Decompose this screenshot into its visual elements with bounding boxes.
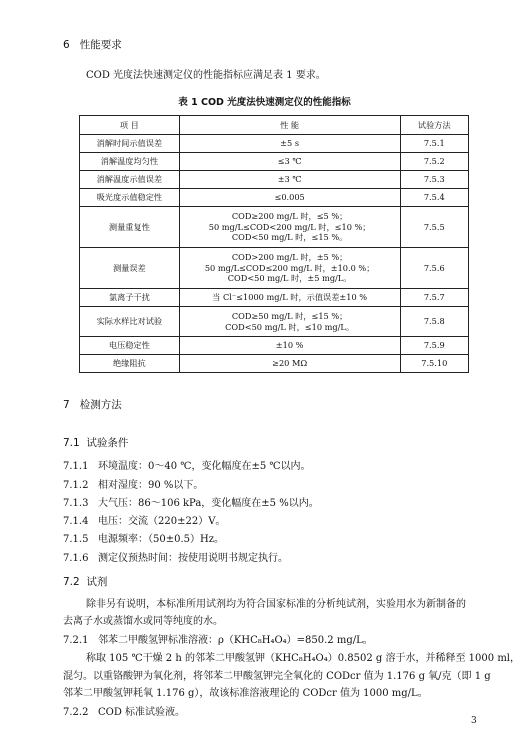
performance-line: COD≥200 mg/L 时，≤5 %； xyxy=(231,211,348,222)
clause-number: 7.1.1 xyxy=(63,461,89,472)
condition-item xyxy=(63,552,288,566)
standard-solution-line-1: 称取 105 ℃干燥 2 h 的邻苯二甲酸氢钾（KHC₈H₄O₄）0.8502 g 溶于水，并稀释至 1000 ml， xyxy=(86,653,520,664)
row-performance xyxy=(179,337,400,355)
row-method: 7.5.2 xyxy=(400,153,468,171)
performance-line: 当 Cl⁻≤1000 mg/L 时，示值误差±10 % xyxy=(212,292,368,303)
performance-line: COD>200 mg/L 时，±5 %； xyxy=(231,252,348,263)
standard-solution-line-3: 邻苯二甲酸氢钾耗氧 1.176 g），故该标准溶液理论的 CODcr 值为 1000 mg/L。 xyxy=(63,688,428,699)
table-row xyxy=(80,171,469,189)
row-item: 消解温度均匀性 xyxy=(80,153,180,171)
section-7-2-1 xyxy=(63,634,373,648)
row-item: 测量重复性 xyxy=(80,207,180,248)
row-item: 氯离子干扰 xyxy=(80,289,180,307)
table-row xyxy=(80,289,469,307)
section-7-heading xyxy=(63,397,122,412)
table-caption: 表 1 COD 光度法快速测定仪的性能指标 xyxy=(178,97,351,108)
section-number: 7 xyxy=(63,399,70,411)
section-number: 6 xyxy=(63,39,70,51)
row-performance xyxy=(179,248,400,289)
page-number: 3 xyxy=(471,716,477,726)
row-performance xyxy=(179,289,400,307)
performance-line: ≤3 ℃ xyxy=(277,156,302,167)
section-7-2-heading xyxy=(63,574,107,589)
row-method: 7.5.6 xyxy=(400,248,468,289)
row-item: 绝缘阻抗 xyxy=(80,355,180,373)
table-row xyxy=(80,248,469,289)
row-item: 测量误差 xyxy=(80,248,180,289)
clause-number: 7.1.6 xyxy=(63,553,89,564)
row-method: 7.5.10 xyxy=(400,355,468,373)
performance-line: ≥20 MΩ xyxy=(272,358,308,369)
standard-solution-line-2: 混匀。以重铬酸钾为氧化剂，将邻苯二甲酸氢钾完全氧化的 CODcr 值为 1.176 g 氧/克（即 1 g xyxy=(63,671,491,682)
row-performance xyxy=(179,135,400,153)
row-item: 电压稳定性 xyxy=(80,337,180,355)
table-row xyxy=(80,307,469,337)
performance-line: COD<50 mg/L 时，≤15 %。 xyxy=(231,232,348,243)
row-method: 7.5.3 xyxy=(400,171,468,189)
row-method: 7.5.7 xyxy=(400,289,468,307)
condition-item xyxy=(63,460,311,474)
condition-item xyxy=(63,515,225,529)
table-row xyxy=(80,355,469,373)
clause-text: 测定仪预热时间：按使用说明书规定执行。 xyxy=(98,553,288,564)
row-method: 7.5.9 xyxy=(400,337,468,355)
condition-item xyxy=(63,479,203,493)
section-7-1-heading xyxy=(63,435,128,450)
row-item: 吸光度示值稳定性 xyxy=(80,189,180,207)
clause-text: 电源频率：（50±0.5）Hz。 xyxy=(98,534,224,545)
clause-number: 7.2.2 xyxy=(63,707,89,718)
clause-text: 相对湿度：90 %以下。 xyxy=(98,480,204,491)
clause-number: 7.1.2 xyxy=(63,480,89,491)
clause-number: 7.2.1 xyxy=(63,635,89,646)
clause-text: 电压：交流（220±22）V。 xyxy=(98,516,226,527)
row-item: 消解时间示值误差 xyxy=(80,135,180,153)
row-method: 7.5.1 xyxy=(400,135,468,153)
row-item: 消解温度示值误差 xyxy=(80,171,180,189)
row-performance xyxy=(179,355,400,373)
table-row xyxy=(80,337,469,355)
header-performance: 性 能 xyxy=(179,116,400,135)
section-7-2-2 xyxy=(63,706,185,720)
section-number: 7.2 xyxy=(63,576,80,588)
performance-line: ≤0.005 xyxy=(274,192,305,203)
clause-text: COD 标准试验液。 xyxy=(98,707,186,718)
performance-line: 50 mg/L≤COD≤200 mg/L 时，±10.0 %； xyxy=(204,262,375,273)
reagent-paragraph-line-1: 除非另有说明，本标准所用试剂均为符合国家标准的分析纯试剂，实验用水为新制备的 xyxy=(86,599,466,610)
condition-item xyxy=(63,497,319,511)
table-row xyxy=(80,135,469,153)
clause-number: 7.1.4 xyxy=(63,516,89,527)
clause-text: 邻苯二甲酸氢钾标准溶液：ρ（KHC₈H₄O₄）=850.2 mg/L。 xyxy=(98,635,373,646)
performance-line: ±3 ℃ xyxy=(277,174,302,185)
table-row xyxy=(80,189,469,207)
row-method: 7.5.8 xyxy=(400,307,468,337)
row-performance xyxy=(179,171,400,189)
row-method: 7.5.5 xyxy=(400,207,468,248)
header-item: 项 目 xyxy=(80,116,180,135)
performance-line: COD≥50 mg/L 时，≤15 %； xyxy=(231,311,348,321)
row-performance xyxy=(179,189,400,207)
intro-paragraph: COD 光度法快速测定仪的性能指标应满足表 1 要求。 xyxy=(86,70,326,81)
performance-line: 50 mg/L≤COD<200 mg/L 时，≤10 %； xyxy=(208,221,371,232)
performance-line: ±5 s xyxy=(280,138,300,149)
table-row xyxy=(80,207,469,248)
section-title: 性能要求 xyxy=(79,39,122,51)
condition-item xyxy=(63,533,224,547)
table-row xyxy=(80,153,469,171)
header-method: 试验方法 xyxy=(400,116,468,135)
performance-line: ±10 % xyxy=(275,340,304,351)
clause-number: 7.1.5 xyxy=(63,534,89,545)
performance-table xyxy=(79,115,469,373)
row-performance xyxy=(179,153,400,171)
performance-line: COD<50 mg/L 时，≤10 mg/L。 xyxy=(225,321,355,332)
row-item: 实际水样比对试验 xyxy=(80,307,180,337)
reagent-paragraph-line-2: 去离子水或蒸馏水或同等纯度的水。 xyxy=(63,616,223,627)
clause-text: 大气压：86～106 kPa，变化幅度在±5 %以内。 xyxy=(98,498,319,509)
row-performance xyxy=(179,207,400,248)
clause-text: 环境温度：0～40 ℃，变化幅度在±5 ℃以内。 xyxy=(98,461,311,472)
section-6-heading xyxy=(63,37,122,52)
section-number: 7.1 xyxy=(63,437,80,449)
section-title: 试验条件 xyxy=(86,437,129,449)
row-performance xyxy=(179,307,400,337)
section-title: 检测方法 xyxy=(79,399,122,411)
row-method: 7.5.4 xyxy=(400,189,468,207)
performance-line: COD<50 mg/L 时，±5 mg/L。 xyxy=(227,273,352,284)
table-header-row xyxy=(80,116,469,135)
section-title: 试剂 xyxy=(86,576,108,588)
clause-number: 7.1.3 xyxy=(63,498,89,509)
